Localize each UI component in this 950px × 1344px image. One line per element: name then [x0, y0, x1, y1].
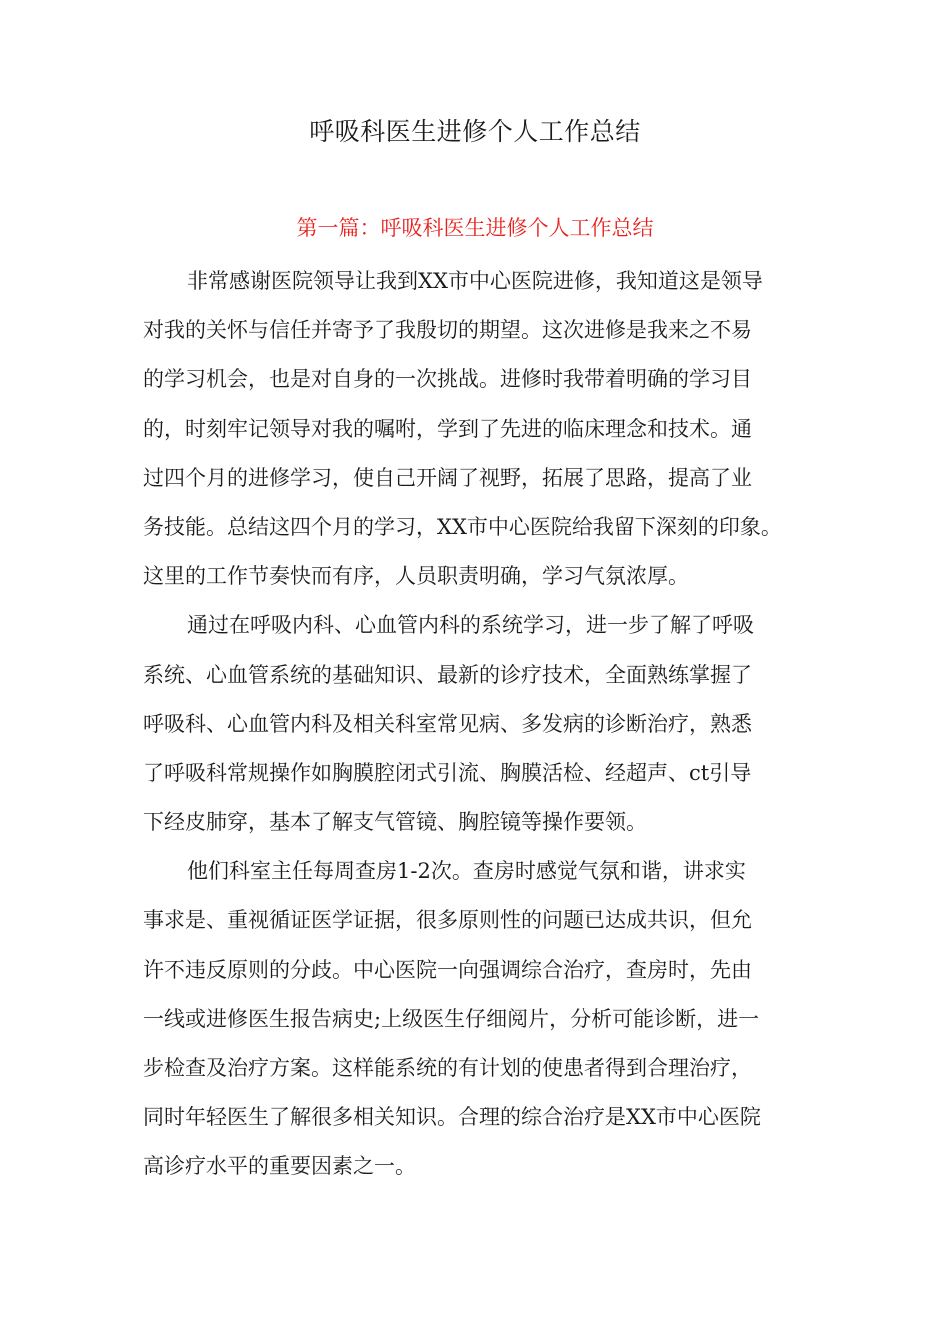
paragraph-line: 他们科室主任每周查房1-2次。查房时感觉气氛和谐，讲求实 [187, 859, 746, 884]
paragraph-line: 的学习机会，也是对自身的一次挑战。进修时我带着明确的学习目 [143, 367, 752, 392]
document-body [143, 257, 813, 1192]
paragraph-line: 的，时刻牢记领导对我的嘱咐，学到了先进的临床理念和技术。通 [143, 416, 752, 441]
paragraph-line: 对我的关怀与信任并寄予了我殷切的期望。这次进修是我来之不易 [143, 318, 752, 343]
paragraph-line: 过四个月的进修学习，使自己开阔了视野，拓展了思路，提高了业 [143, 465, 752, 490]
paragraph-1 [143, 257, 813, 601]
paragraph-3 [143, 847, 813, 1191]
section-heading: 第一篇：呼吸科医生进修个人工作总结 [296, 216, 654, 240]
paragraph-line: 一线或进修医生报告病史;上级医生仔细阅片，分析可能诊断，进一 [143, 1006, 760, 1031]
paragraph-line: 了呼吸科常规操作如胸膜腔闭式引流、胸膜活检、经超声、ct引导 [143, 760, 752, 785]
paragraph-2 [143, 601, 813, 847]
paragraph-line: 高诊疗水平的重要因素之一。 [143, 1154, 416, 1179]
paragraph-line: 系统、心血管系统的基础知识、最新的诊疗技术，全面熟练掌握了 [143, 662, 752, 687]
paragraph-line: 下经皮肺穿，基本了解支气管镜、胸腔镜等操作要领。 [143, 810, 647, 835]
paragraph-line: 同时年轻医生了解很多相关知识。合理的综合治疗是XX市中心医院 [143, 1105, 761, 1130]
paragraph-line: 步检查及治疗方案。这样能系统的有计划的使患者得到合理治疗， [143, 1056, 752, 1080]
document-title: 呼吸科医生进修个人工作总结 [309, 117, 641, 146]
paragraph-line: 非常感谢医院领导让我到XX市中心医院进修，我知道这是领导 [187, 269, 763, 293]
paragraph-line: 许不违反原则的分歧。中心医院一向强调综合治疗，查房时，先由 [143, 957, 752, 982]
paragraph-line: 通过在呼吸内科、心血管内科的系统学习，进一步了解了呼吸 [187, 613, 754, 638]
paragraph-line: 事求是、重视循证医学证据，很多原则性的问题已达成共识，但允 [143, 908, 752, 933]
paragraph-line: 呼吸科、心血管内科及相关科室常见病、多发病的诊断治疗，熟悉 [143, 711, 752, 736]
paragraph-line: 这里的工作节奏快而有序，人员职责明确，学习气氛浓厚。 [143, 564, 689, 589]
paragraph-line: 务技能。总结这四个月的学习，XX市中心医院给我留下深刻的印象。 [143, 514, 782, 539]
